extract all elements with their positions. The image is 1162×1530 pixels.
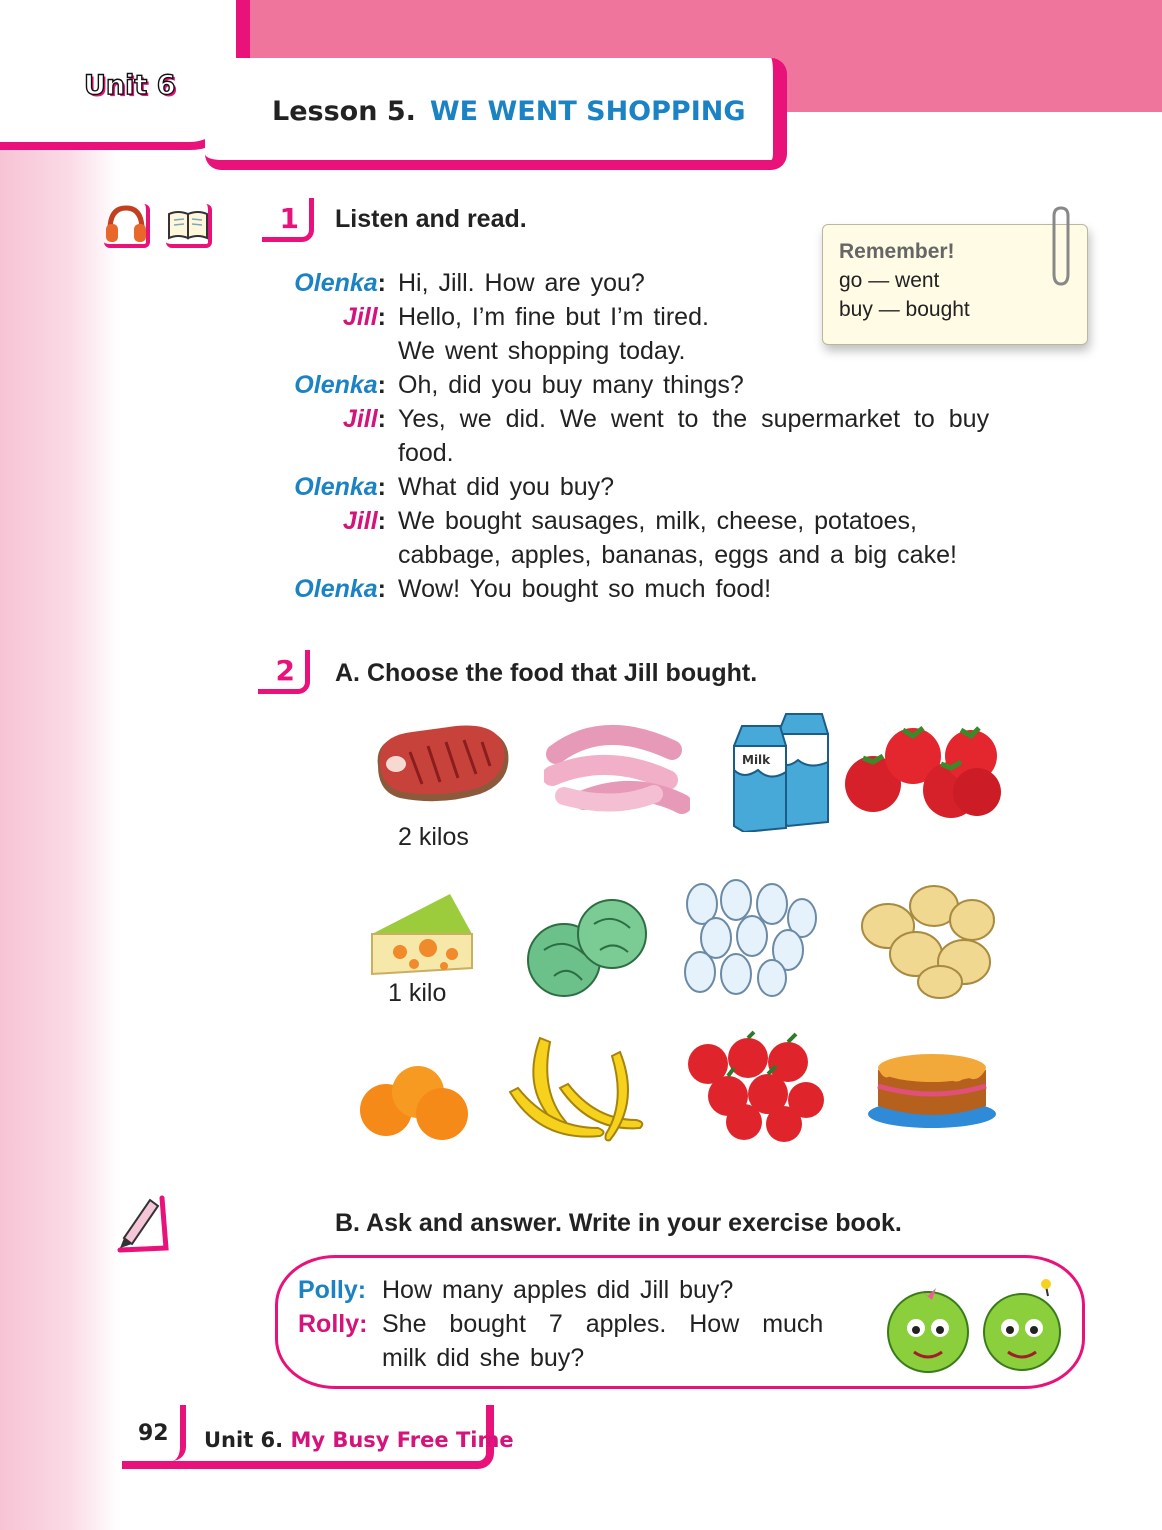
speaker-name: Olenka [294, 473, 378, 501]
pencil-icon-box [112, 1192, 174, 1256]
footer-unit: Unit 6. [204, 1428, 284, 1452]
footer-unit-name: My Busy Free Time [290, 1428, 514, 1452]
milk-cartons-icon [730, 710, 830, 832]
footer-unit-label [204, 1428, 514, 1452]
dialog-text: We went shopping today. [398, 337, 686, 365]
dialog-text: Yes, we did. We went to the supermarket to buy [398, 405, 990, 433]
sausages-icon [544, 724, 690, 818]
dialog-text: cabbage, apples, bananas, eggs and a big cake! [398, 541, 957, 569]
dialog-text: Hi, Jill. How are you? [398, 269, 645, 297]
conversation-text: milk did she buy? [382, 1344, 585, 1372]
dialog-line: Jill: Hello, I’m fine but I’m tired. [270, 300, 1050, 334]
cake-icon [866, 1044, 998, 1130]
cheese-quantity-label: 1 kilo [388, 979, 447, 1007]
dialog-line [270, 538, 1050, 572]
conversation [298, 1273, 864, 1375]
task-1-title: Listen and read. [335, 205, 527, 233]
left-decor-band [0, 0, 118, 1530]
task-2a-title: A. Choose the food that Jill bought. [335, 659, 758, 687]
remember-title: Remember! [839, 240, 955, 263]
meat-steak-icon [370, 722, 512, 808]
dialog-text: Oh, did you buy many things? [398, 371, 744, 399]
conversation-text: She bought 7 apples. How much [382, 1310, 824, 1338]
conversation-text: How many apples did Jill buy? [382, 1276, 734, 1304]
dialog-text: We bought sausages, milk, cheese, potatoes, [398, 507, 918, 535]
book-icon-box [166, 204, 212, 248]
remember-line: buy — bought [839, 298, 970, 321]
unit-badge: Unit 6 [84, 70, 176, 101]
conversation-line [298, 1307, 864, 1341]
lesson-name: WE WENT SHOPPING [429, 96, 746, 127]
remember-line: go — went [839, 269, 940, 292]
potatoes-icon [860, 880, 998, 1000]
dialog-line: Olenka: Wow! You bought so much food! [270, 572, 1050, 606]
speaker-name: Jill [342, 303, 378, 331]
dialog-line [270, 436, 1050, 470]
eggs-icon [680, 878, 820, 998]
conversation-line [298, 1341, 864, 1375]
footer-divider [170, 1405, 186, 1461]
dialog-line: Olenka: What did you buy? [270, 470, 1050, 504]
cheese-icon [366, 890, 478, 978]
dialog-text: food. [398, 439, 454, 467]
tomatoes-icon [843, 716, 1003, 820]
polly-rolly-characters-icon [876, 1276, 1076, 1388]
oranges-icon [358, 1064, 470, 1140]
speaker-name: Olenka [294, 575, 378, 603]
milk-carton-text: Milk [742, 753, 771, 767]
lesson-label: Lesson 5. [272, 96, 416, 127]
dialog-text: What did you buy? [398, 473, 615, 501]
dialog-line: Olenka: Hi, Jill. How are you? [270, 266, 1050, 300]
speaker-name: Rolly: [298, 1310, 368, 1338]
cabbage-icon [524, 880, 654, 1000]
dialog-text: Hello, I’m fine but I’m tired. [398, 303, 709, 331]
dialog-text: Wow! You bought so much food! [398, 575, 772, 603]
dialog-line: Jill: Yes, we did. We went to the supermarket to buy [270, 402, 1050, 436]
lesson-title [272, 96, 746, 127]
speaker-name: Olenka [294, 371, 378, 399]
speaker-name: Olenka [294, 269, 378, 297]
headphones-icon-box [104, 204, 150, 248]
headphones-icon [104, 204, 148, 244]
task-1-number: 1 [262, 198, 314, 242]
conversation-line [298, 1273, 864, 1307]
bananas-icon [500, 1032, 648, 1146]
dialog-line: Jill: We bought sausages, milk, cheese, potatoes, [270, 504, 1050, 538]
open-book-icon [166, 204, 210, 244]
page-number: 92 [138, 1421, 169, 1446]
pencil-icon [124, 1200, 158, 1244]
speaker-name: Jill [342, 507, 378, 535]
dialog-line: Olenka: Oh, did you buy many things? [270, 368, 1050, 402]
task-2-number: 2 [258, 650, 310, 694]
task-2b-title: B. Ask and answer. Write in your exercise book. [335, 1209, 902, 1237]
paperclip-icon [1046, 204, 1076, 288]
speaker-name: Jill [342, 405, 378, 433]
speaker-name: Polly: [298, 1276, 367, 1304]
apples-icon [684, 1030, 834, 1142]
meat-quantity-label: 2 kilos [398, 823, 469, 851]
